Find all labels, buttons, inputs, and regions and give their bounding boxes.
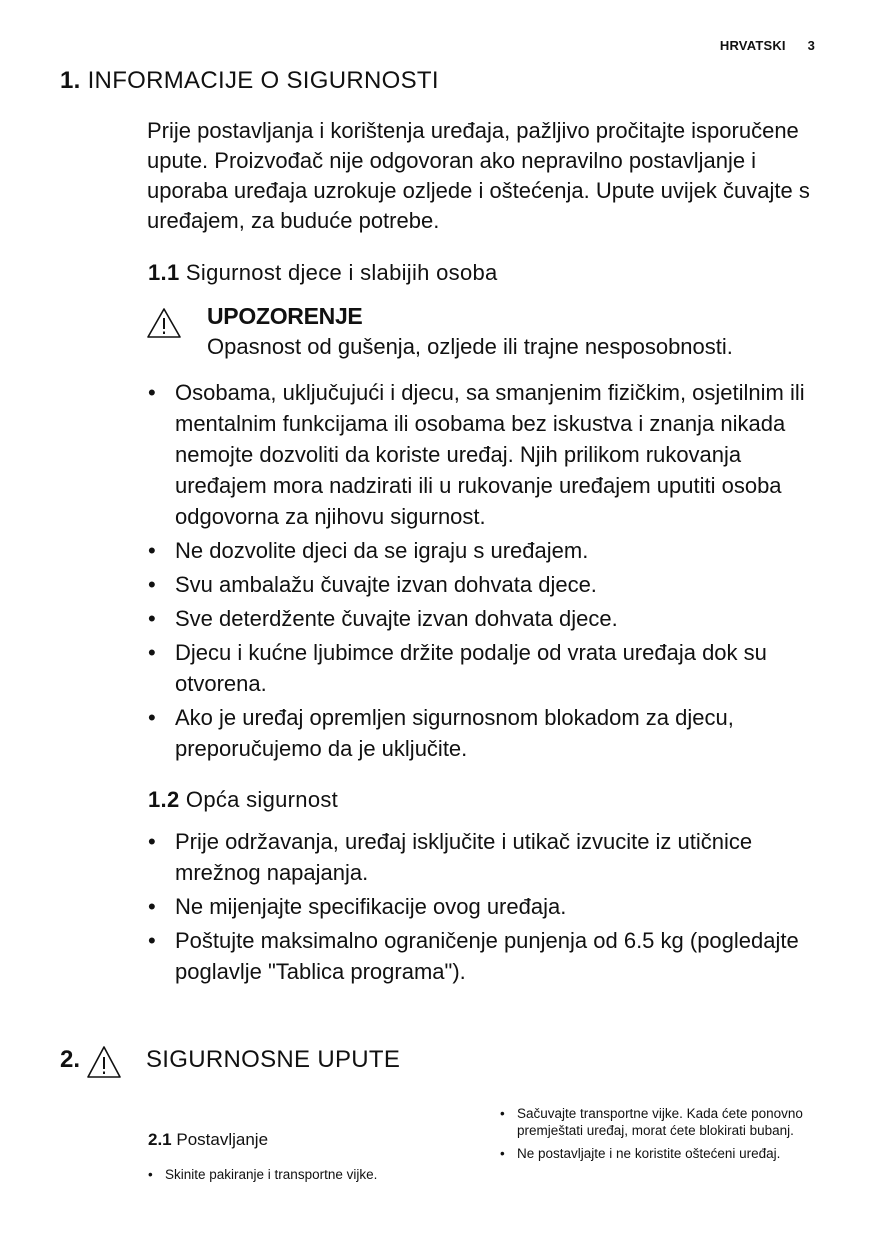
list-item-text: Prije održavanja, uređaj isključite i utikač izvucite iz utičnice mrežnog napajanja. xyxy=(175,829,753,885)
bullet-icon: • xyxy=(500,1106,505,1121)
bullet-icon: • xyxy=(148,606,156,631)
bullet-icon: • xyxy=(148,1167,153,1182)
subsection-2-1-title: Postavljanje xyxy=(176,1130,269,1149)
list-item xyxy=(148,535,838,566)
section-1-intro: Prije postavljanja i korištenja uređaja, pažljivo pročitajte isporučene upute. Proizvođač nije odgovoran ako nepravilno postavljanje i uporaba uređaja uzrokuje ozljede i oštećenja. Upute uvijek čuvajte s uređajem, za buduće potrebe. xyxy=(147,118,810,233)
section-2-number: 2. xyxy=(60,1046,81,1073)
section-1-number: 1. xyxy=(60,67,81,94)
list-item-text: Sačuvajte transportne vijke. Kada ćete ponovno premještati uređaj, morat ćete blokirati bubanj. xyxy=(517,1106,803,1138)
list-item-text: Ne postavljajte i ne koristite oštećeni uređaj. xyxy=(517,1146,781,1161)
subsection-1-2-title: Opća sigurnost xyxy=(185,787,339,812)
section-2-title: SIGURNOSNE UPUTE xyxy=(146,1046,401,1073)
bullet-icon: • xyxy=(500,1146,505,1161)
list-item xyxy=(148,925,838,987)
list-item-text: Djecu i kućne ljubimce držite podalje od vrata uređaja dok su otvorena. xyxy=(175,640,767,696)
subsection-1-1-number: 1.1 xyxy=(148,260,180,285)
header-language: HRVATSKI xyxy=(719,38,786,53)
list-item-text: Ako je uređaj opremljen sigurnosnom blokadom za djecu, preporučujemo da je uključite. xyxy=(175,705,734,761)
bullet-icon: • xyxy=(148,705,156,730)
warning-title: UPOZORENJE xyxy=(207,303,363,329)
installation-list-col2 xyxy=(500,1105,820,1168)
bullet-icon: • xyxy=(148,380,156,405)
subsection-2-1-number: 2.1 xyxy=(148,1130,172,1149)
section-1-title: INFORMACIJE O SIGURNOSTI xyxy=(87,67,439,94)
subsection-1-2-heading xyxy=(148,787,338,813)
list-item-text: Poštujte maksimalno ograničenje punjenja od 6.5 kg (pogledajte poglavlje "Tablica programa"). xyxy=(175,928,799,984)
bullet-icon: • xyxy=(148,538,156,563)
bullet-icon: • xyxy=(148,928,156,953)
warning-text: Opasnost od gušenja, ozljede ili trajne nesposobnosti. xyxy=(207,334,733,359)
page-number: 3 xyxy=(807,38,815,53)
bullet-icon: • xyxy=(148,829,156,854)
list-item xyxy=(148,637,838,699)
safety-children-list xyxy=(148,377,838,767)
subsection-1-1-heading xyxy=(148,260,498,286)
page-header xyxy=(720,38,815,53)
list-item-text: Osobama, uključujući i djecu, sa smanjenim fizičkim, osjetilnim ili mentalnim funkcijama ili osobama bez iskustva i znanja nikada nemojte dozvoliti da koriste uređaj. Njih prilikom rukovanja uređajem mora nadzirati ili u rukovanje uređajem uputiti osoba odgovorna za njihovu sigurnost. xyxy=(175,380,805,529)
subsection-1-1-title: Sigurnost djece i slabijih osoba xyxy=(185,260,498,285)
installation-list-col1 xyxy=(148,1166,468,1189)
list-item-text: Skinite pakiranje i transportne vijke. xyxy=(165,1167,378,1182)
list-item xyxy=(148,1166,468,1183)
list-item xyxy=(500,1105,820,1139)
bullet-icon: • xyxy=(148,640,156,665)
list-item xyxy=(148,603,838,634)
list-item xyxy=(148,891,838,922)
bullet-icon: • xyxy=(148,894,156,919)
list-item xyxy=(148,702,838,764)
list-item-text: Ne dozvolite djeci da se igraju s uređajem. xyxy=(175,538,589,563)
subsection-1-2-number: 1.2 xyxy=(148,787,180,812)
warning-triangle-icon xyxy=(86,1045,122,1079)
list-item-text: Sve deterdžente čuvajte izvan dohvata djece. xyxy=(175,606,618,631)
subsection-2-1-heading xyxy=(148,1130,268,1150)
list-item-text: Svu ambalažu čuvajte izvan dohvata djece. xyxy=(175,572,597,597)
warning-triangle-icon xyxy=(146,307,182,339)
general-safety-list xyxy=(148,826,838,990)
list-item xyxy=(500,1145,820,1162)
bullet-icon: • xyxy=(148,572,156,597)
list-item xyxy=(148,826,838,888)
section-1-heading xyxy=(60,67,439,95)
list-item xyxy=(148,569,838,600)
list-item xyxy=(148,377,838,532)
list-item-text: Ne mijenjajte specifikacije ovog uređaja. xyxy=(175,894,567,919)
